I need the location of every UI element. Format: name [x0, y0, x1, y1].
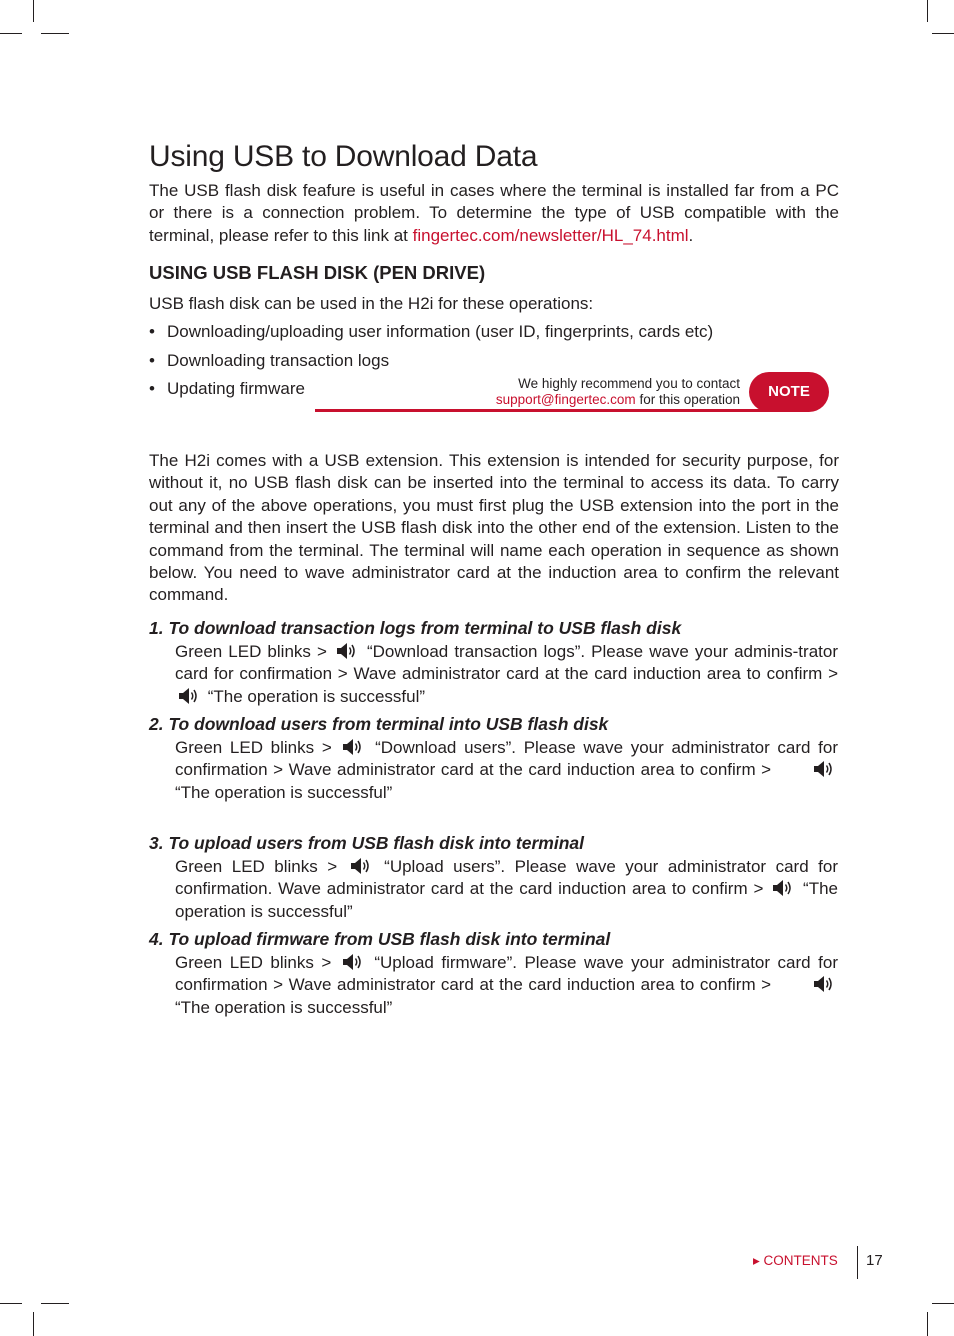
note-text: [496, 376, 740, 408]
speaker-icon: [178, 687, 200, 705]
step-text: “The operation is successful”: [175, 879, 838, 921]
section-heading: USING USB FLASH DISK (PEN DRIVE): [149, 262, 486, 283]
contents-link[interactable]: [753, 1253, 838, 1269]
crop-mark: [0, 1303, 22, 1304]
step-heading: 2. To download users from terminal into USB flash disk: [149, 714, 609, 734]
support-email-link[interactable]: support@fingertec.com: [495, 392, 636, 407]
step-text: “Upload firmware”. Please wave your administrator card for confirmation > Wave administrator card at the card induction area to confirm >: [175, 953, 843, 995]
contents-label: CONTENTS: [763, 1253, 838, 1268]
step-text: “Upload users”. Please wave your administrator card for confirmation. Wave administrator card at the card induction area to confirm >: [175, 857, 838, 899]
section-intro: USB flash disk can be used in the H2i for these operations:: [149, 294, 594, 313]
step-text: Green LED blinks >: [175, 738, 340, 757]
step-text: “Download users”. Please wave your administrator card for confirmation > Wave administrator card at the card induction area to confirm >: [175, 738, 843, 780]
note-line-2: [496, 392, 740, 408]
speaker-icon: [342, 953, 364, 971]
note-callout: [315, 368, 835, 416]
crop-mark: [0, 33, 22, 34]
note-line-1: We highly recommend you to contact: [518, 376, 740, 391]
step-body: [175, 952, 843, 1019]
bullet-marker: •: [149, 350, 155, 370]
newsletter-link[interactable]: fingertec.com/newsletter/HL_74.html: [412, 225, 689, 245]
crop-mark: [927, 1312, 928, 1336]
speaker-icon: [813, 975, 835, 993]
step-text: “The operation is successful”: [203, 686, 426, 706]
page-number: 17: [866, 1252, 883, 1269]
intro-text-end: .: [688, 225, 694, 245]
step-text: Green LED blinks >: [175, 953, 339, 972]
body-paragraph: The H2i comes with a USB extension. This extension is intended for security purpose, for without it, no USB flash disk can be inserted into the terminal to access its data. To carry out any of the above operations, you must first plug the USB extension into the port in the terminal and then insert the USB flash disk into the other end of the extension. Listen to the command from the terminal. The terminal will name each operation in sequence as shown below. You need to wave administrator card at the induction area to confirm the relevant command.: [149, 451, 839, 605]
step-body: [175, 641, 838, 708]
bullet-marker: •: [149, 379, 155, 399]
step-text: Green LED blinks >: [175, 642, 333, 661]
note-badge: NOTE: [749, 372, 829, 412]
footer-divider: [857, 1246, 858, 1279]
speaker-icon: [772, 879, 794, 897]
step-text: “The operation is successful”: [175, 975, 843, 1017]
list-item-text: Downloading transaction logs: [167, 350, 390, 370]
crop-mark: [927, 0, 928, 22]
list-item-text: Updating firmware: [167, 379, 305, 399]
crop-mark: [932, 33, 954, 34]
note-line-2-suffix: for this operation: [635, 392, 740, 407]
step-text: “Download transaction logs”. Please wave your adminis-trator card for confirmation > Wave administrator card at the card induction area to confirm >: [175, 642, 838, 684]
speaker-icon: [342, 738, 364, 756]
page-title: Using USB to Download Data: [149, 140, 538, 173]
crop-mark: [932, 1303, 954, 1304]
crop-mark: [33, 1312, 34, 1336]
step-body: [175, 737, 843, 804]
speaker-icon: [813, 760, 835, 778]
step-heading: 3. To upload users from USB flash disk into terminal: [149, 833, 584, 853]
note-underline: [315, 409, 770, 412]
speaker-icon: [336, 642, 358, 660]
intro-text: The USB flash disk feafure is useful in cases where the terminal is installed far from a PC or there is a connection problem. To determine the type of USB compatible with the terminal, please refer to this link at: [149, 181, 839, 245]
speaker-icon: [350, 857, 372, 875]
list-item: [149, 321, 713, 350]
list-item-text: Downloading/uploading user information (user ID, fingerprints, cards etc): [167, 322, 714, 341]
intro-paragraph: [149, 180, 839, 247]
bullet-marker: •: [149, 322, 155, 341]
crop-mark: [41, 1303, 69, 1304]
step-body: [175, 856, 838, 923]
step-heading: 4. To upload firmware from USB flash disk into terminal: [149, 929, 611, 949]
crop-mark: [41, 33, 69, 34]
step-text: “The operation is successful”: [175, 760, 843, 802]
step-text: Green LED blinks >: [175, 857, 347, 876]
step-heading: 1. To download transaction logs from terminal to USB flash disk: [149, 618, 682, 638]
triangle-right-icon: ▸: [753, 1253, 760, 1268]
crop-mark: [33, 0, 34, 22]
